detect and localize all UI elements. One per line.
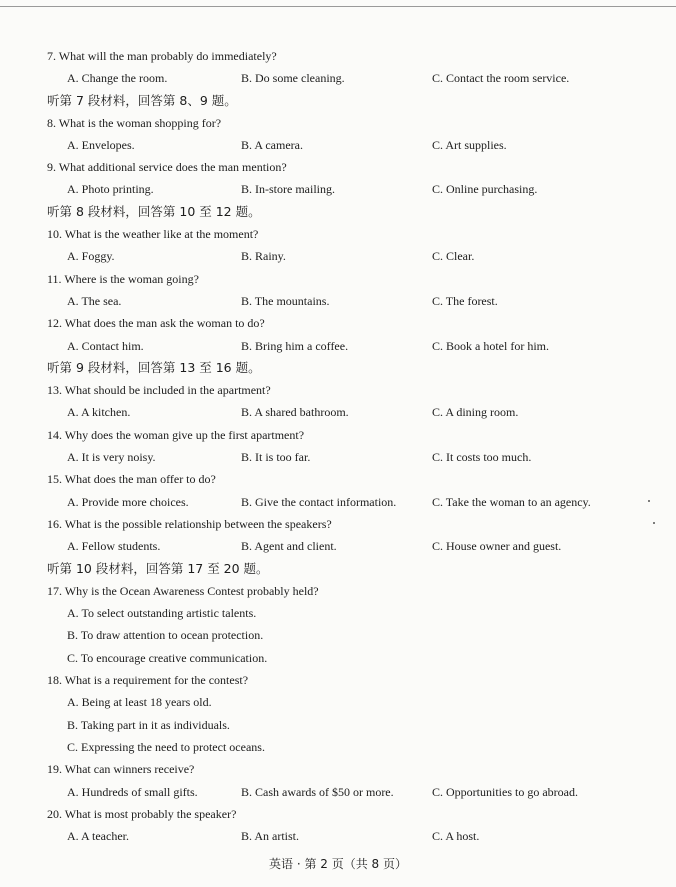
option-20c: C. A host.: [432, 829, 480, 843]
section-heading-10: 听第 10 段材料，回答第 17 至 20 题。: [47, 561, 269, 576]
question-17: 17. Why is the Ocean Awareness Contest probably held?: [47, 584, 319, 598]
option-16c: C. House owner and guest.: [432, 539, 562, 553]
option-13c: C. A dining room.: [432, 405, 519, 419]
section-heading-8: 听第 8 段材料，回答第 10 至 12 题。: [47, 204, 261, 219]
option-11a: A. The sea.: [67, 294, 122, 308]
option-19a: A. Hundreds of small gifts.: [67, 785, 198, 799]
option-20b: B. An artist.: [241, 829, 300, 843]
option-16a: A. Fellow students.: [67, 539, 161, 553]
option-11c: C. The forest.: [432, 294, 498, 308]
option-10c: C. Clear.: [432, 249, 475, 263]
question-9: 9. What additional service does the man mention?: [47, 160, 287, 174]
option-7b: B. Do some cleaning.: [241, 71, 345, 85]
option-12a: A. Contact him.: [67, 339, 144, 353]
option-10b: B. Rainy.: [241, 249, 286, 263]
option-8b: B. A camera.: [241, 138, 303, 152]
option-12c: C. Book a hotel for him.: [432, 339, 549, 353]
option-16b: B. Agent and client.: [241, 539, 337, 553]
option-13a: A. A kitchen.: [67, 405, 131, 419]
question-8: 8. What is the woman shopping for?: [47, 116, 222, 130]
option-11b: B. The mountains.: [241, 294, 330, 308]
scan-speck: [653, 522, 655, 524]
question-14: 14. Why does the woman give up the first apartment?: [47, 428, 305, 442]
scan-speck: [648, 500, 650, 502]
page-footer: 英语 · 第 2 页（共 8 页）: [269, 857, 407, 871]
question-19: 19. What can winners receive?: [47, 762, 195, 776]
section-heading-7: 听第 7 段材料，回答第 8、9 题。: [47, 93, 237, 108]
question-20: 20. What is most probably the speaker?: [47, 807, 237, 821]
option-15b: B. Give the contact information.: [241, 495, 397, 509]
section-heading-9: 听第 9 段材料，回答第 13 至 16 题。: [47, 360, 261, 375]
question-15: 15. What does the man offer to do?: [47, 472, 216, 486]
option-19b: B. Cash awards of $50 or more.: [241, 785, 394, 799]
option-7a: A. Change the room.: [67, 71, 168, 85]
question-16: 16. What is the possible relationship between the speakers?: [47, 517, 332, 531]
option-19c: C. Opportunities to go abroad.: [432, 785, 578, 799]
option-9a: A. Photo printing.: [67, 182, 154, 196]
option-14b: B. It is too far.: [241, 450, 311, 464]
top-border: [0, 6, 676, 7]
question-12: 12. What does the man ask the woman to do?: [47, 316, 265, 330]
option-18c: C. Expressing the need to protect oceans.: [67, 740, 265, 754]
option-10a: A. Foggy.: [67, 249, 115, 263]
option-14a: A. It is very noisy.: [67, 450, 156, 464]
question-7: 7. What will the man probably do immediately?: [47, 49, 277, 63]
question-10: 10. What is the weather like at the moment?: [47, 227, 259, 241]
option-13b: B. A shared bathroom.: [241, 405, 349, 419]
option-15c: C. Take the woman to an agency.: [432, 495, 591, 509]
option-17a: A. To select outstanding artistic talents.: [67, 606, 257, 620]
option-14c: C. It costs too much.: [432, 450, 532, 464]
option-17c: C. To encourage creative communication.: [67, 651, 268, 665]
question-13: 13. What should be included in the apartment?: [47, 383, 271, 397]
option-20a: A. A teacher.: [67, 829, 129, 843]
option-18b: B. Taking part in it as individuals.: [67, 718, 230, 732]
option-15a: A. Provide more choices.: [67, 495, 189, 509]
question-11: 11. Where is the woman going?: [47, 272, 199, 286]
option-12b: B. Bring him a coffee.: [241, 339, 349, 353]
question-18: 18. What is a requirement for the contest?: [47, 673, 249, 687]
option-9c: C. Online purchasing.: [432, 182, 538, 196]
option-8a: A. Envelopes.: [67, 138, 135, 152]
option-17b: B. To draw attention to ocean protection.: [67, 628, 264, 642]
option-18a: A. Being at least 18 years old.: [67, 695, 212, 709]
option-9b: B. In-store mailing.: [241, 182, 335, 196]
option-8c: C. Art supplies.: [432, 138, 507, 152]
option-7c: C. Contact the room service.: [432, 71, 570, 85]
